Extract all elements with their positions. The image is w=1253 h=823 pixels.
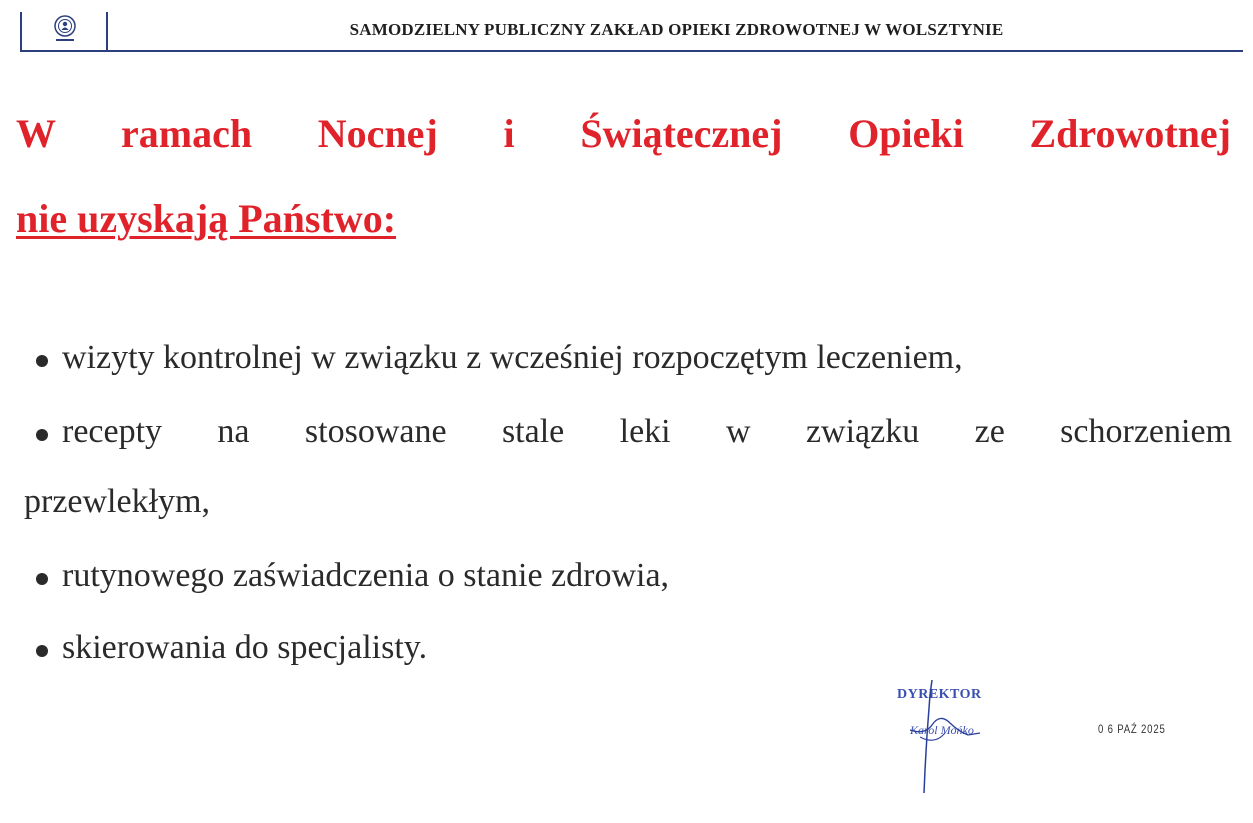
list-item [24,412,1232,520]
list-item [36,556,669,596]
hospital-logo-icon [53,15,77,45]
headline-line-2: nie uzyskają Państwo: [16,196,397,241]
list-item-text: rutynowego zaświadczenia o stanie zdrowia, [62,557,670,594]
list-item-text: wizyty kontrolnej w związku z wcześniej rozpoczętym leczeniem, [62,339,963,376]
institution-name: SAMODZIELNY PUBLICZNY ZAKŁAD OPIEKI ZDROWOTNEJ W WOLSZTYNIE [349,20,1004,39]
list-item [36,338,963,378]
bullet-icon [36,645,48,657]
director-stamp-name: Karol Mońko [910,723,974,737]
bullet-icon [36,429,48,441]
document-header [20,12,1243,52]
director-stamp-title: DYREKTOR [897,687,982,702]
headline-line-1: W ramach Nocnej i Świątecznej Opieki Zdrowotnej [16,111,1231,156]
signature-icon [880,675,990,795]
bullet-icon [36,573,48,585]
bullet-icon [36,355,48,367]
date-stamp: 0 6 PAŹ 2025 [1098,722,1166,736]
list-item-text-continued: przewlekłym, [24,483,210,520]
list-item [36,628,427,668]
logo-box [20,12,108,50]
list-item-text: skierowania do specjalisty. [62,629,428,666]
list-item-text: recepty na stosowane stale leki w związku ze schorzeniem [62,413,1232,450]
